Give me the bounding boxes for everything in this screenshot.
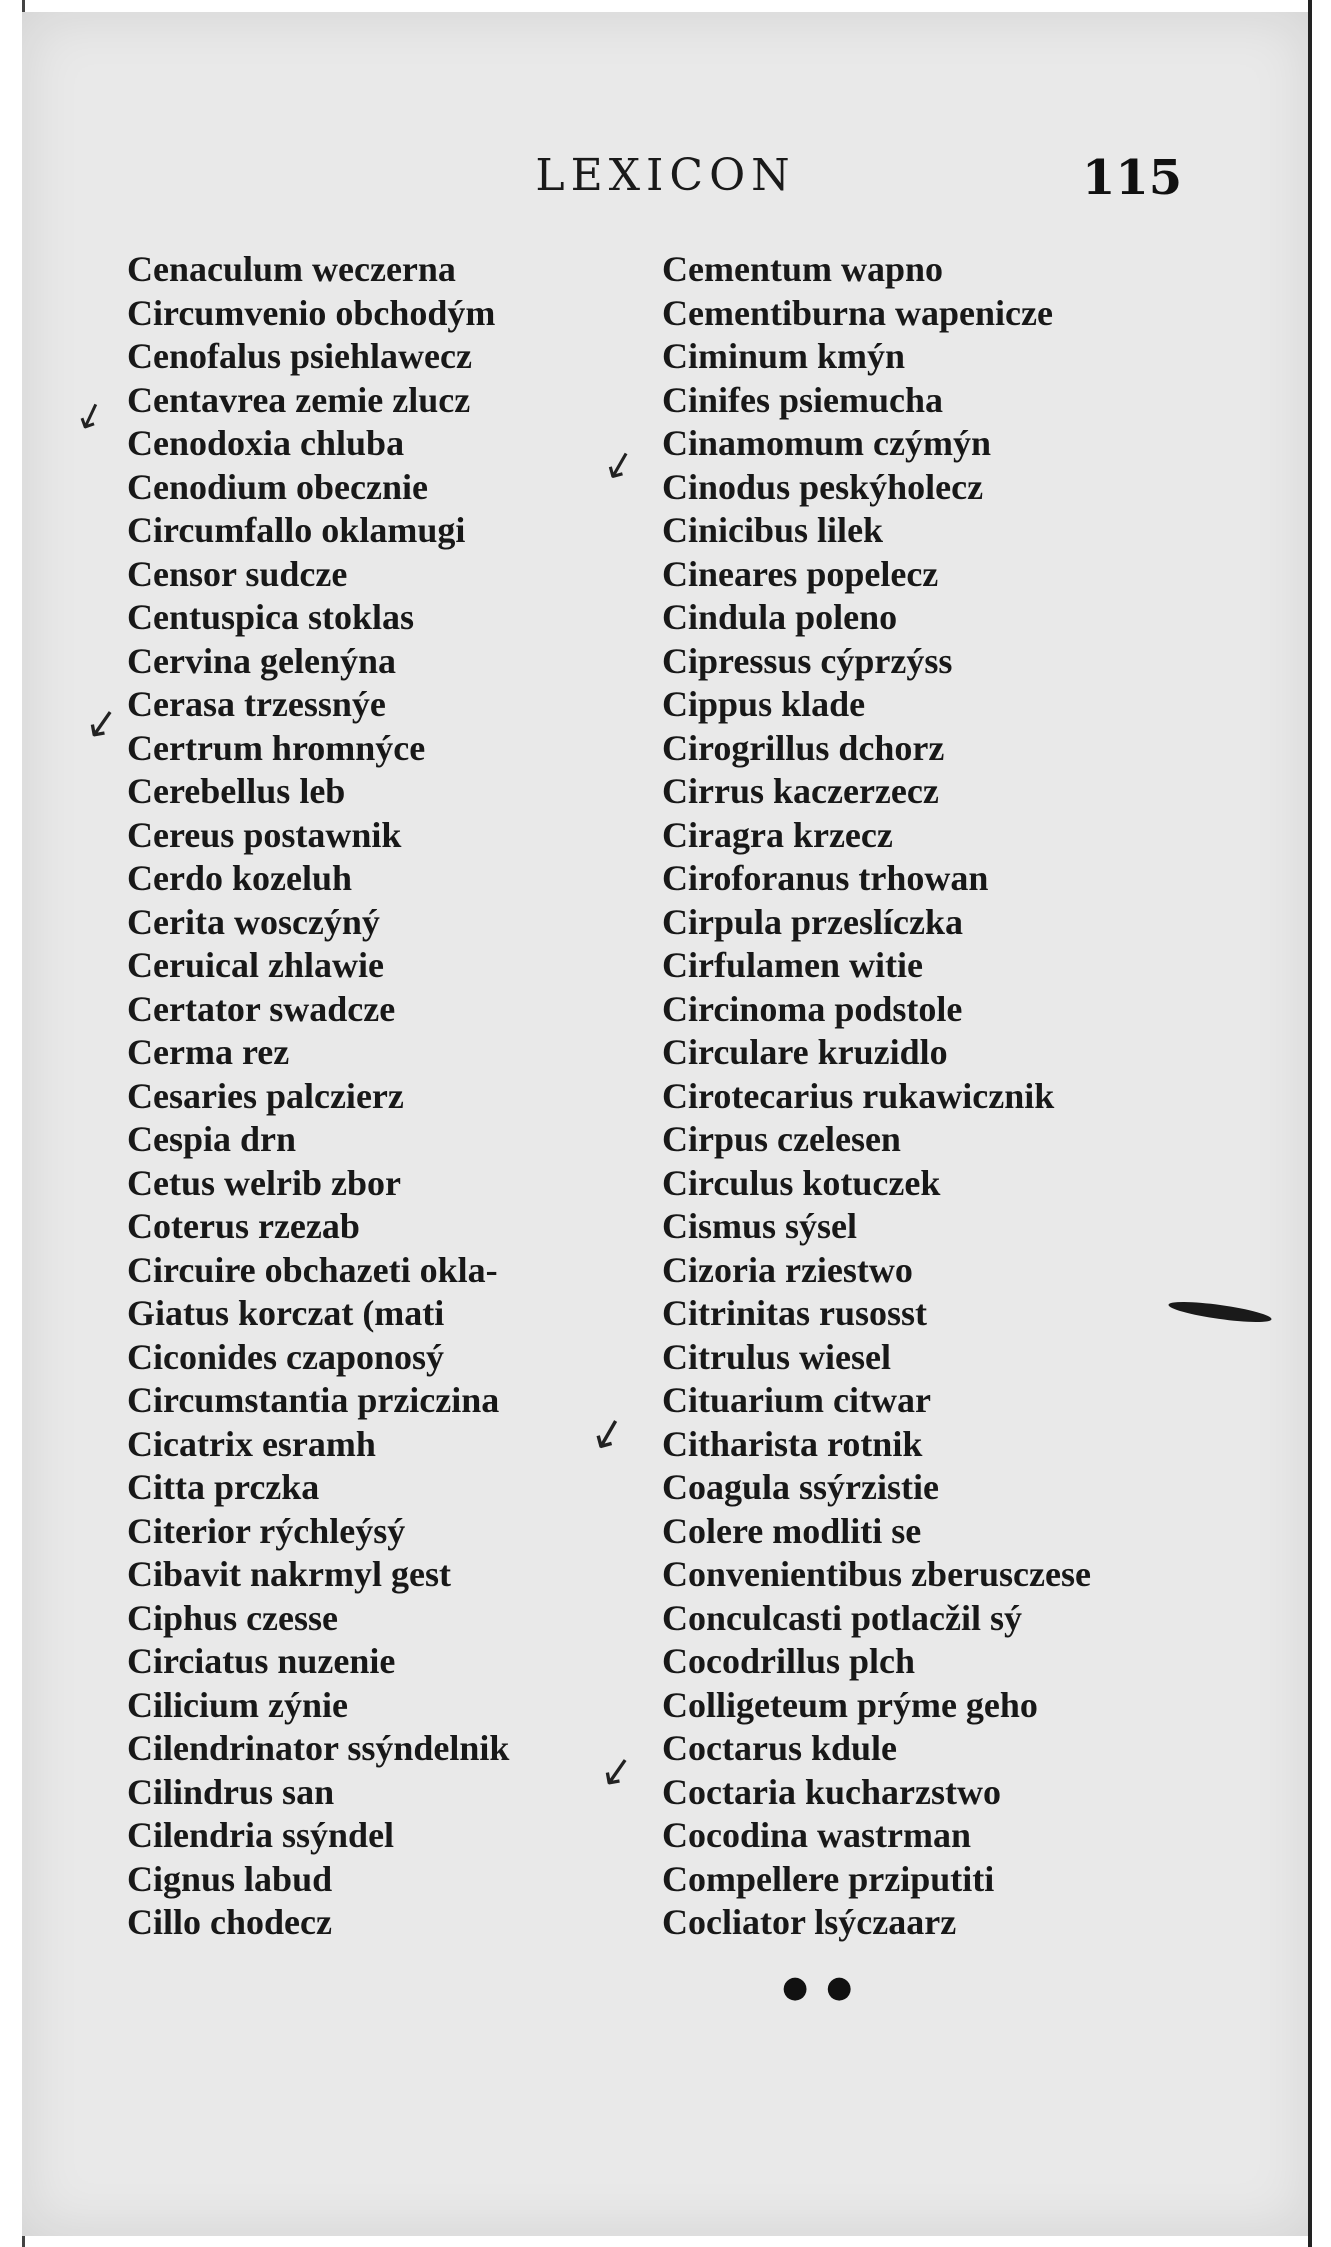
lexicon-entry: Cirpus czelesen <box>662 1119 901 1159</box>
lexicon-entry: Cespia drn <box>127 1119 297 1159</box>
lexicon-entry: Cilicium zýnie <box>127 1684 348 1725</box>
lexicon-entry: Ceruical zhlawie <box>127 945 384 985</box>
lexicon-entry: Cementiburna wapenicze <box>662 292 1053 333</box>
lexicon-entry: Citrulus wiesel <box>662 1336 891 1377</box>
page-number: 115 <box>1082 150 1183 206</box>
lexicon-entry: Cirotecarius rukawicznik <box>662 1075 1055 1116</box>
lexicon-entry: Cenodium obecznie <box>127 466 428 507</box>
lexicon-entry: Cillo chodecz <box>127 1902 332 1942</box>
handwritten-mark: ↙ <box>584 1404 631 1461</box>
lexicon-entry: Cindula poleno <box>662 597 898 637</box>
lexicon-entry: Cineares popelecz <box>662 553 939 594</box>
handwritten-mark: ↙ <box>597 438 640 490</box>
lexicon-entry: Giatus korczat (mati <box>127 1293 445 1333</box>
running-header-title: LEXICON <box>535 150 796 201</box>
lexicon-entry: Circinoma podstole <box>662 988 963 1029</box>
lexicon-entry: Cocliator lsýczaarz <box>662 1902 957 1942</box>
lexicon-entry: Convenientibus zberusczese <box>662 1554 1091 1594</box>
lexicon-entry: Cesaries palczierz <box>127 1075 404 1116</box>
lexicon-entry: Cibavit nakrmyl gest <box>127 1554 451 1594</box>
lexicon-entry: Cenaculum weczerna <box>127 249 456 289</box>
lexicon-entry: Cetus welrib zbor <box>127 1162 401 1203</box>
lexicon-entry: Cerasa trzessnýe <box>127 684 386 724</box>
lexicon-entry: Cinicibus lilek <box>662 510 884 550</box>
left-column <box>127 248 509 1945</box>
lexicon-entry: Coctarus kdule <box>662 1728 898 1768</box>
lexicon-entry: Citrinitas rusosst <box>662 1293 928 1333</box>
lexicon-entry: Cervina gelenýna <box>127 640 396 681</box>
lexicon-entry: Cirfulamen witie <box>662 945 923 985</box>
lexicon-entry: Ciconides czaponosý <box>127 1336 445 1377</box>
lexicon-entry: Ciminum kmýn <box>662 336 906 376</box>
lexicon-entry: Certrum hromnýce <box>127 727 426 768</box>
lexicon-entry: Cocodrillus plch <box>662 1641 916 1681</box>
lexicon-entry: Cerdo kozeluh <box>127 858 352 898</box>
lexicon-entry: Circulare kruzidlo <box>662 1032 948 1072</box>
lexicon-entry: Citta prczka <box>127 1467 320 1507</box>
lexicon-entry: Cippus klade <box>662 684 866 724</box>
lexicon-entry: Cementum wapno <box>662 249 944 289</box>
lexicon-entry: Coterus rzezab <box>127 1206 360 1246</box>
lexicon-entry: Ciroforanus trhowan <box>662 858 989 898</box>
lexicon-entry: Circulus kotuczek <box>662 1162 941 1203</box>
lexicon-entry: Cilindrus san <box>127 1771 335 1812</box>
lexicon-entry: Cirpula przeslíczka <box>662 901 963 942</box>
ornament-dots: ●● <box>782 1970 871 2005</box>
lexicon-entry: Cerebellus leb <box>127 771 346 811</box>
handwritten-mark: ↙ <box>81 697 123 749</box>
lexicon-entry: Colere modliti se <box>662 1510 922 1551</box>
lexicon-entry: Cismus sýsel <box>662 1206 858 1246</box>
right-page-edge <box>1308 0 1331 2247</box>
lexicon-entry: Ciphus czesse <box>127 1597 339 1638</box>
lexicon-entry: Cinifes psiemucha <box>662 379 944 420</box>
lexicon-entry: Cignus labud <box>127 1858 333 1899</box>
lexicon-entry: Cereus postawnik <box>127 814 402 855</box>
lexicon-entry: Cirogrillus dchorz <box>662 727 945 768</box>
right-column <box>662 248 1091 1945</box>
lexicon-entry: Circumfallo oklamugi <box>127 510 466 550</box>
lexicon-entry: Coagula ssýrzistie <box>662 1467 939 1507</box>
lexicon-entry: Compellere prziputiti <box>662 1858 995 1899</box>
lexicon-entry: Cinodus peskýholecz <box>662 466 984 507</box>
lexicon-entry: Censor sudcze <box>127 553 348 594</box>
lexicon-entry: Circuire obchazeti okla- <box>127 1249 498 1290</box>
lexicon-entry: Citharista rotnik <box>662 1423 923 1464</box>
lexicon-entry: Certator swadcze <box>127 988 396 1029</box>
lexicon-entry: Cirrus kaczerzecz <box>662 771 939 811</box>
lexicon-entry: Cinamomum czýmýn <box>662 423 991 463</box>
handwritten-mark: ↙ <box>596 1745 638 1797</box>
lexicon-entry: Cilendrinator ssýndelnik <box>127 1728 510 1768</box>
lexicon-entry: Cipressus cýprzýss <box>662 640 953 681</box>
lexicon-entry: Cilendria ssýndel <box>127 1815 395 1855</box>
lexicon-entry: Circumstantia prziczina <box>127 1380 500 1420</box>
handwritten-mark: ↙ <box>68 391 112 440</box>
lexicon-entry: Circiatus nuzenie <box>127 1641 396 1681</box>
lexicon-entry: Cicatrix esramh <box>127 1423 376 1464</box>
lexicon-entry: Centuspica stoklas <box>127 597 415 637</box>
lexicon-entry: Cituarium citwar <box>662 1380 931 1420</box>
lexicon-entry: Citerior rýchleýsý <box>127 1510 406 1551</box>
lexicon-entry: Centavrea zemie zlucz <box>127 379 471 420</box>
lexicon-entry: Cizoria rziestwo <box>662 1249 913 1290</box>
lexicon-entry: Cerita wosczýný <box>127 901 380 942</box>
lexicon-entry: Circumvenio obchodým <box>127 292 496 333</box>
lexicon-entry: Cocodina wastrman <box>662 1815 972 1855</box>
lexicon-entry: Cenofalus psiehlawecz <box>127 336 472 376</box>
lexicon-entry: Cerma rez <box>127 1032 290 1072</box>
lexicon-entry: Conculcasti potlacžil sý <box>662 1597 1022 1638</box>
lexicon-entry: Cenodoxia chluba <box>127 423 405 463</box>
lexicon-entry: Ciragra krzecz <box>662 814 893 855</box>
lexicon-entry: Colligeteum prýme geho <box>662 1684 1038 1725</box>
lexicon-entry: Coctaria kucharzstwo <box>662 1771 1001 1812</box>
